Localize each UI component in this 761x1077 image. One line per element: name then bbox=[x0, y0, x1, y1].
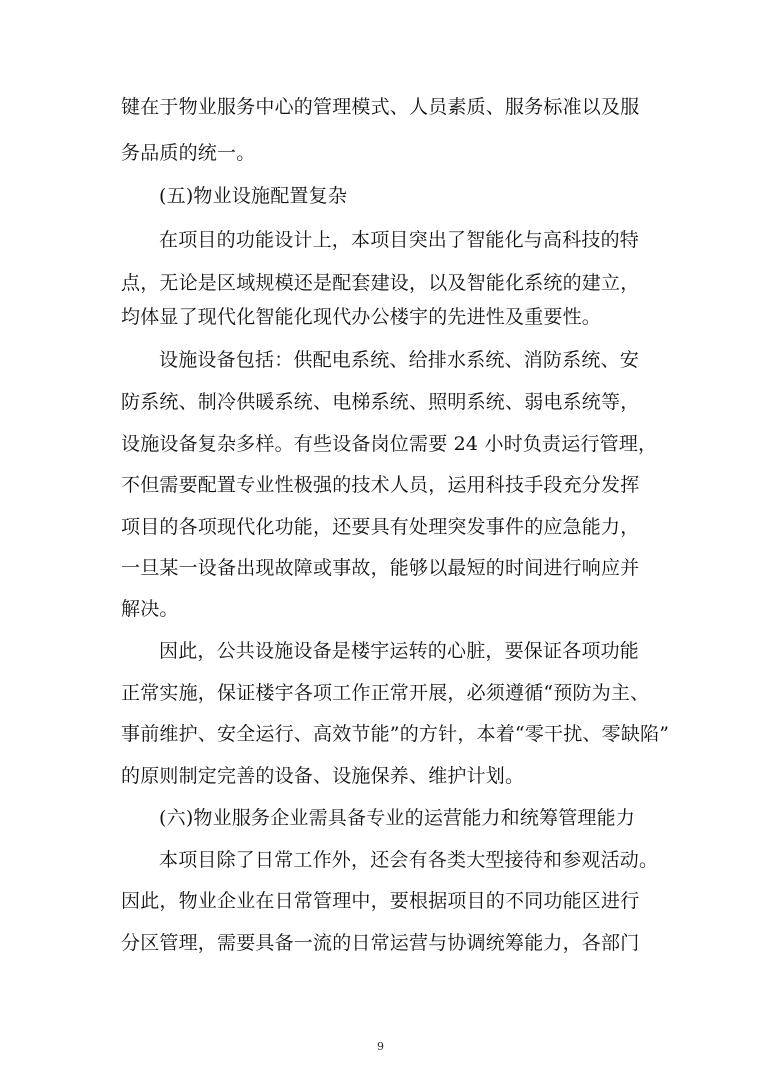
body-text-line: 因此，物业企业在日常管理中，要根据项目的不同功能区进行 bbox=[121, 890, 640, 912]
body-text-line: 防系统、制冷供暖系统、电梯系统、照明系统、弱电系统等， bbox=[121, 391, 640, 413]
body-text-line: 正常实施，保证楼宇各项工作正常开展，必须遵循“预防为主、 bbox=[121, 682, 650, 704]
body-text-line: 一旦某一设备出现故障或事故，能够以最短的时间进行响应并 bbox=[121, 557, 640, 579]
body-text-line: 设施设备包括：供配电系统、给排水系统、消防系统、安 bbox=[159, 349, 640, 371]
page-number: 9 bbox=[377, 1040, 384, 1053]
body-text-line: 均体显了现代化智能化现代办公楼宇的先进性及重要性。 bbox=[121, 306, 602, 328]
section-heading: (五)物业设施配置复杂 bbox=[159, 185, 348, 207]
body-text-line: 设施设备复杂多样。有些设备岗位需要 24 小时负责运行管理， bbox=[121, 433, 658, 455]
body-text-line: 分区管理，需要具备一流的日常运营与协调统筹能力，各部门 bbox=[121, 932, 640, 954]
body-text-line: 本项目除了日常工作外，还会有各类大型接待和参观活动。 bbox=[159, 849, 659, 871]
body-text-line: 在项目的功能设计上，本项目突出了智能化与高科技的特 bbox=[159, 229, 640, 251]
body-text-line: 务品质的统一。 bbox=[121, 142, 256, 164]
body-text-line: 的原则制定完善的设备、设施保养、维护计划。 bbox=[121, 765, 525, 787]
body-text-line: 项目的各项现代化功能，还要具有处理突发事件的应急能力， bbox=[121, 516, 640, 538]
body-text-line: 点，无论是区域规模还是配套建设，以及智能化系统的建立， bbox=[121, 272, 640, 294]
section-heading: (六)物业服务企业需具备专业的运营能力和统筹管理能力 bbox=[159, 807, 636, 829]
body-text-line: 不但需要配置专业性极强的技术人员，运用科技手段充分发挥 bbox=[121, 474, 640, 496]
body-text-line: 因此，公共设施设备是楼宇运转的心脏，要保证各项功能 bbox=[159, 640, 640, 662]
body-text-line: 键在于物业服务中心的管理模式、人员素质、服务标准以及服 bbox=[121, 96, 640, 118]
body-text-line: 事前维护、安全运行、高效节能”的方针，本着“零干扰、零缺陷” bbox=[121, 723, 670, 745]
body-text-line: 解决。 bbox=[121, 598, 179, 620]
